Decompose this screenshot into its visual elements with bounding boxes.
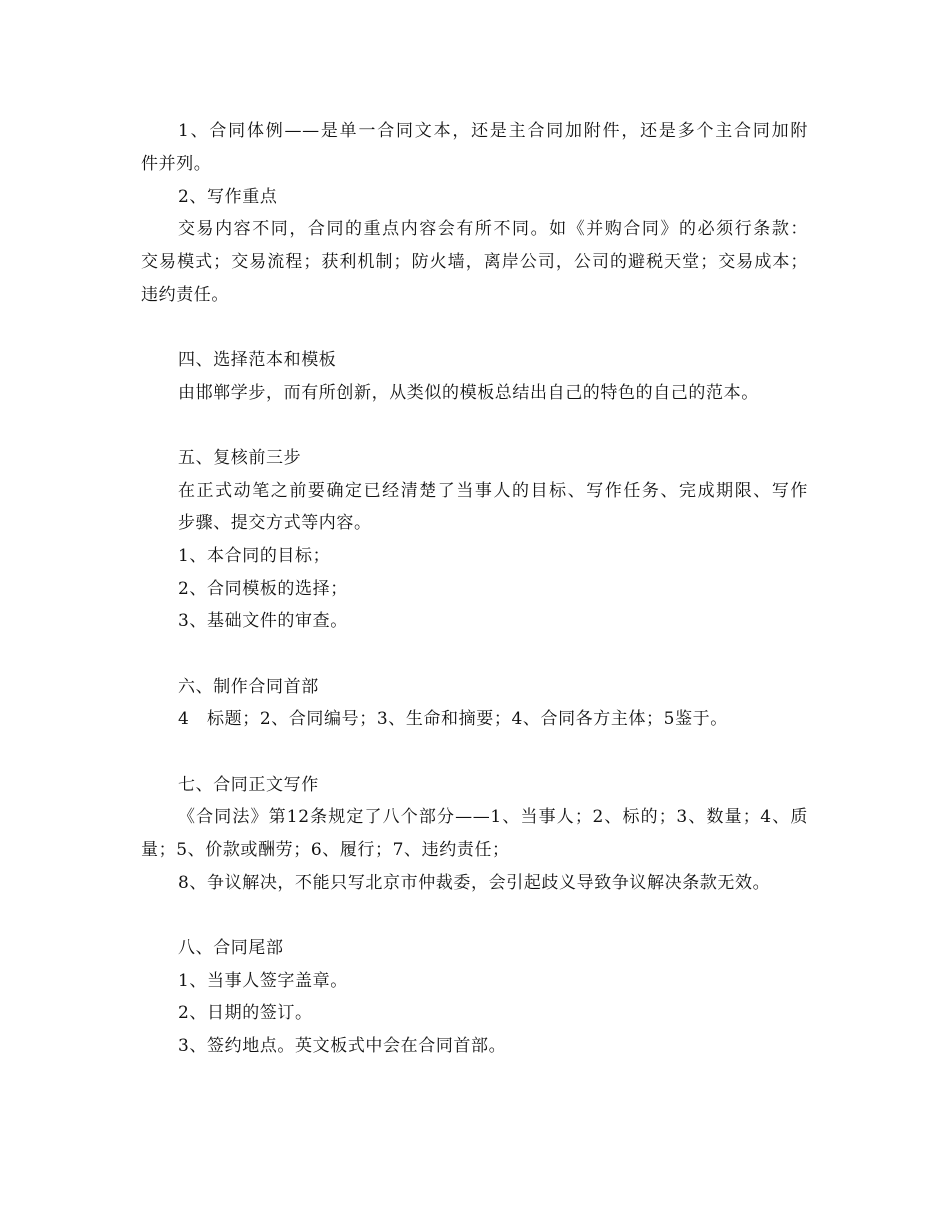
- list-item: 3、签约地点。英文板式中会在合同首部。: [178, 1036, 507, 1056]
- paragraph-line: 量；5、价款或酬劳；6、履行；7、违约责任；: [141, 840, 510, 860]
- paragraph-line: 在正式动笔之前要确定已经清楚了当事人的目标、写作任务、完成期限、写作: [178, 481, 808, 501]
- paragraph-line: 违约责任。: [141, 285, 229, 305]
- list-item: 1、当事人签字盖章。: [178, 971, 348, 991]
- list-item: 1、本合同的目标；: [178, 546, 331, 566]
- paragraph-line: 交易模式；交易流程；获利机制；防火墙，离岸公司，公司的避税天堂；交易成本；: [141, 252, 808, 272]
- section-heading: 八、合同尾部: [178, 938, 284, 958]
- section-heading: 四、选择范本和模板: [178, 350, 337, 370]
- section-heading: 六、制作合同首部: [178, 677, 319, 697]
- list-item: 3、基础文件的审查。: [178, 611, 348, 631]
- section-heading: 七、合同正文写作: [178, 775, 319, 795]
- paragraph-line: 1、合同体例——是单一合同文本，还是主合同加附件，还是多个主合同加附: [178, 121, 808, 141]
- section-heading: 五、复核前三步: [178, 448, 302, 468]
- paragraph-line: 由邯郸学步，而有所创新，从类似的模板总结出自己的特色的自己的范本。: [178, 383, 759, 403]
- paragraph-line: 8、争议解决，不能只写北京市仲裁委，会引起歧义导致争议解决条款无效。: [178, 873, 771, 893]
- paragraph-line: 《合同法》第12条规定了八个部分——1、当事人；2、标的；3、数量；4、质: [178, 807, 808, 827]
- paragraph-line: 件并列。: [141, 154, 212, 174]
- list-item: 2、合同模板的选择；: [178, 579, 348, 599]
- list-item: 2、写作重点: [178, 187, 278, 207]
- paragraph-line: 4 标题；2、合同编号；3、生命和摘要；4、合同各方主体；5鉴于。: [178, 709, 728, 729]
- list-item: 2、日期的签订。: [178, 1003, 313, 1023]
- paragraph-line: 步骤、提交方式等内容。: [178, 513, 372, 533]
- paragraph-line: 交易内容不同，合同的重点内容会有所不同。如《并购合同》的必须行条款：: [178, 219, 808, 239]
